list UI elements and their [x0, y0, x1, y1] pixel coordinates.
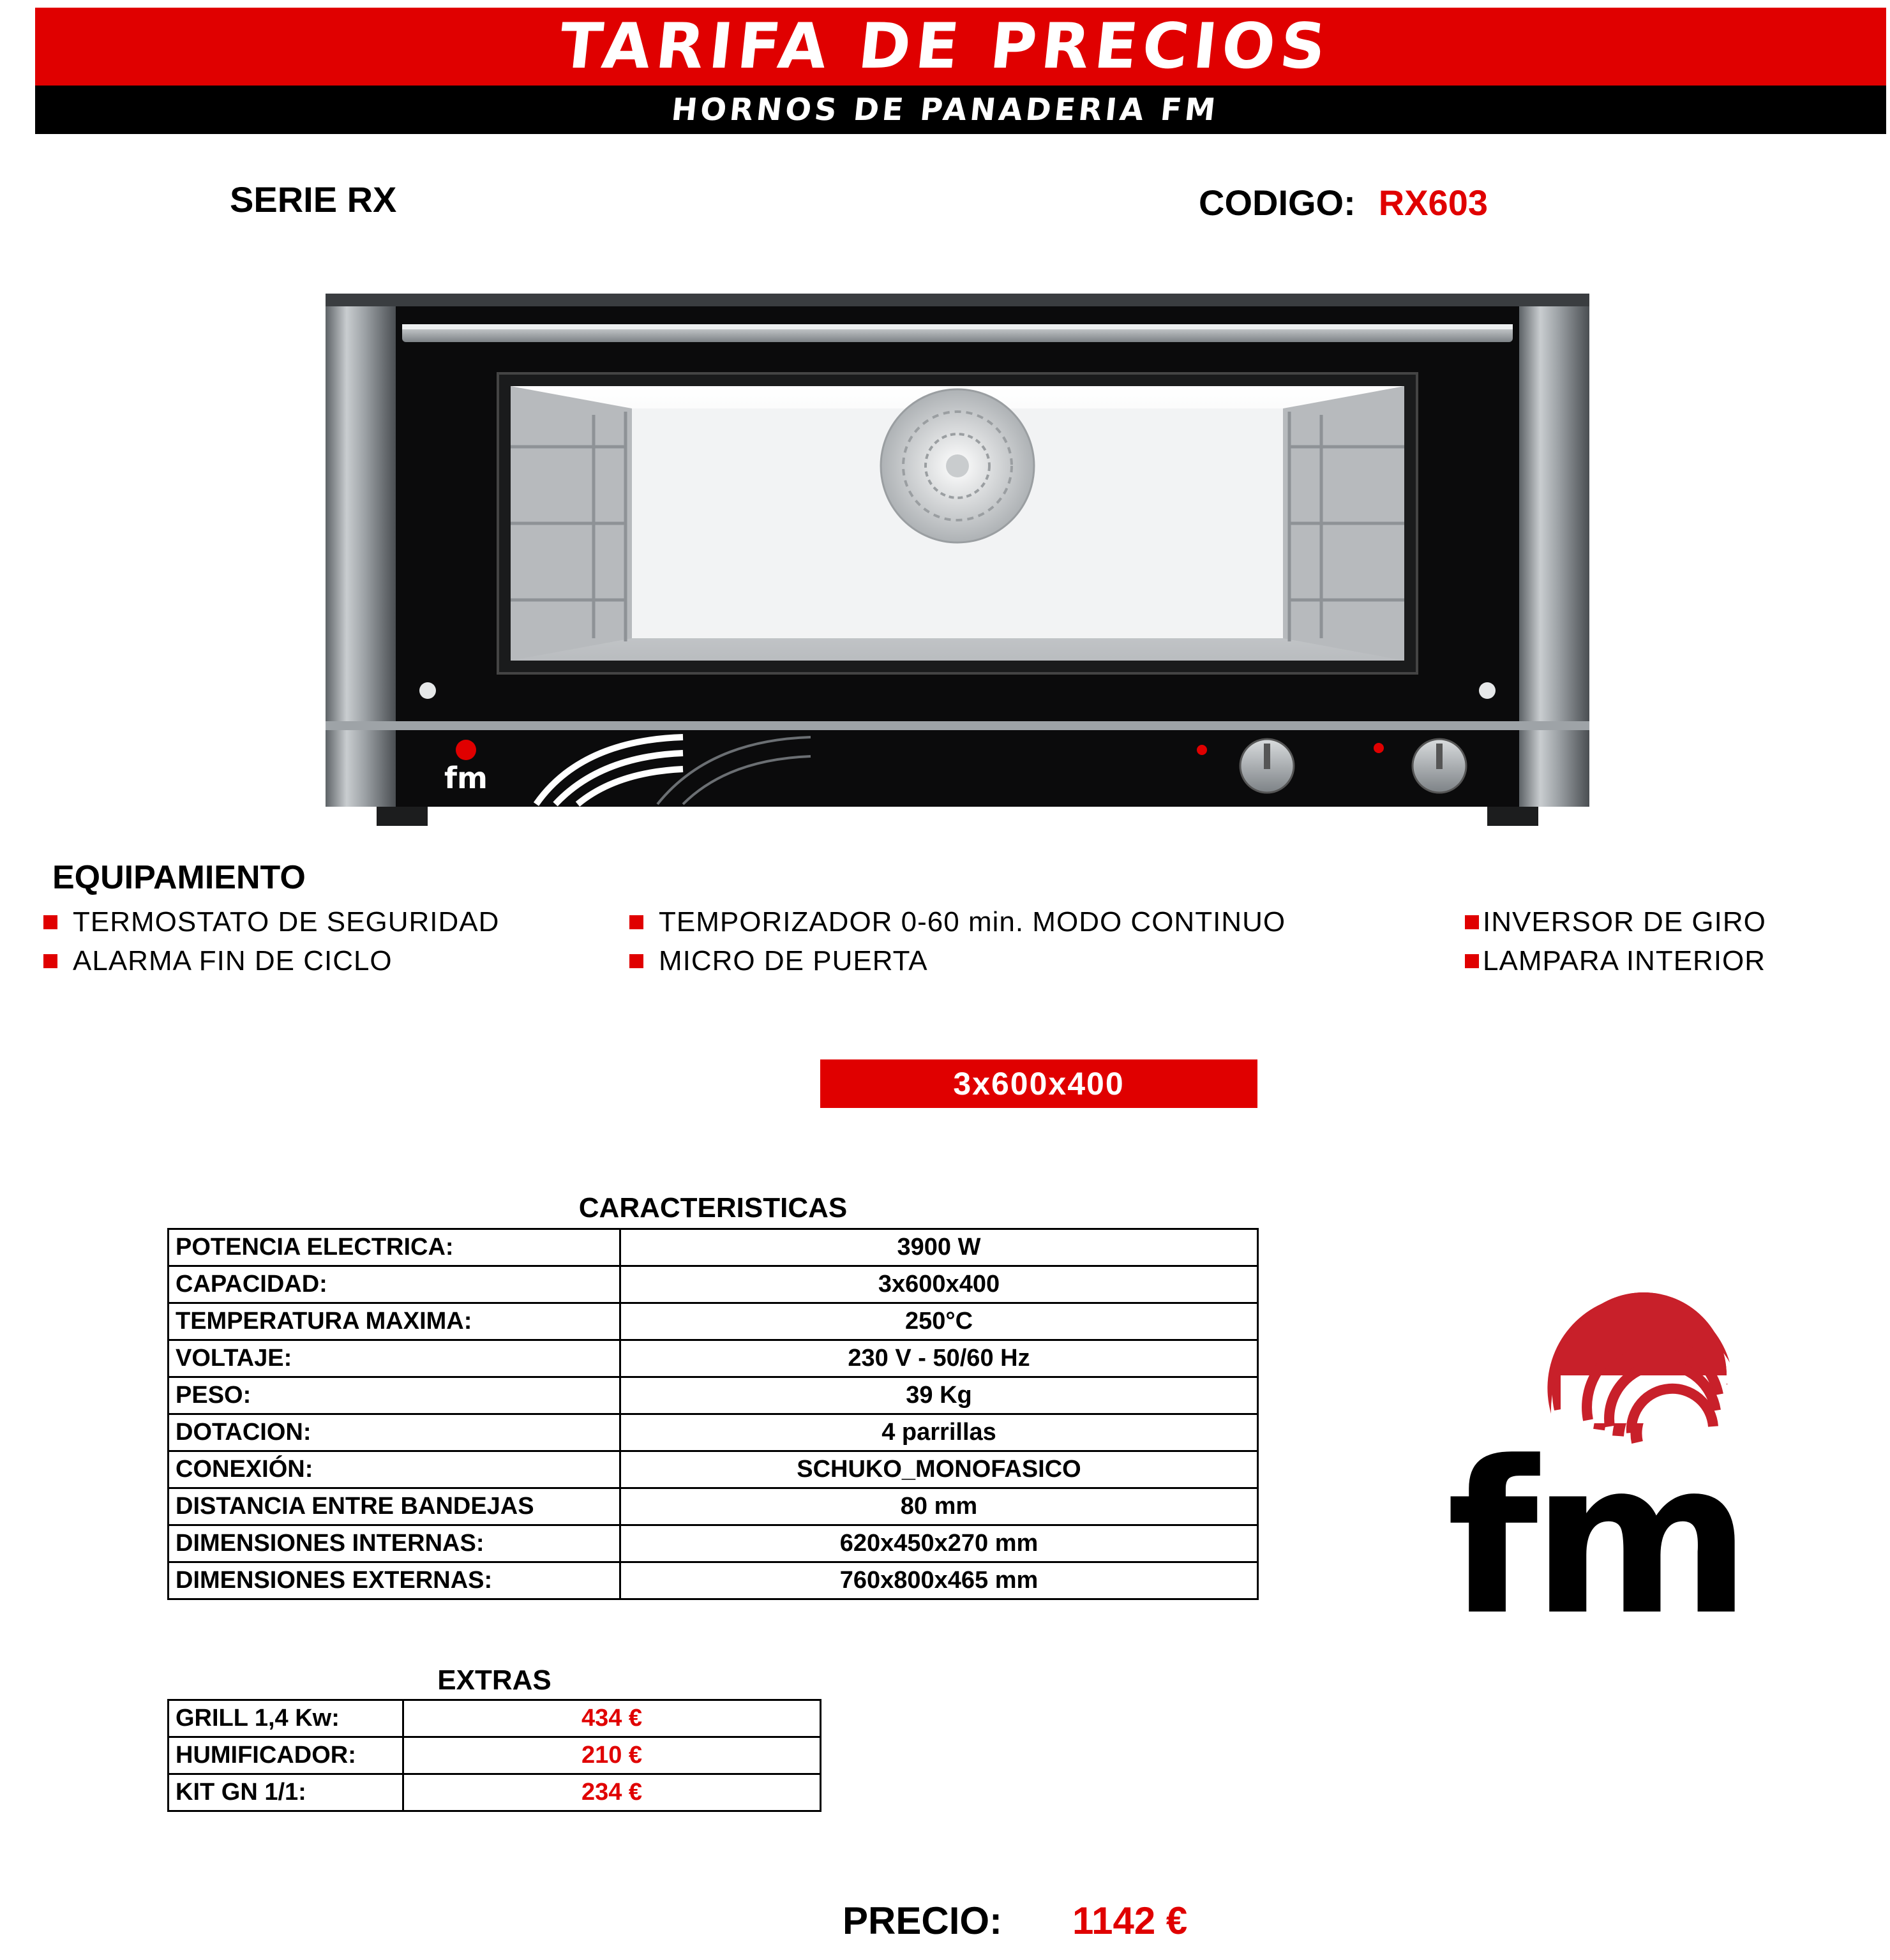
oven-image [326, 294, 1589, 836]
spec-value: 230 V - 50/60 Hz [620, 1340, 1258, 1377]
spec-label: DOTACION: [169, 1414, 620, 1451]
table-row [169, 1562, 1258, 1599]
equipment-title: EQUIPAMIENTO [52, 859, 306, 896]
table-row [169, 1229, 1258, 1266]
page-subtitle: HORNOS DE PANADERIA FM [670, 92, 1220, 128]
bullet-icon [629, 954, 643, 968]
spec-label: DIMENSIONES INTERNAS: [169, 1525, 620, 1562]
spec-value: 760x800x465 mm [620, 1562, 1258, 1599]
extra-label: HUMIFICADOR: [169, 1737, 403, 1774]
table-row [169, 1700, 821, 1737]
bullet-icon [43, 915, 57, 929]
spec-value: 80 mm [620, 1488, 1258, 1525]
equipment-item: TERMOSTATO DE SEGURIDAD [43, 906, 499, 938]
spec-label: VOLTAJE: [169, 1340, 620, 1377]
characteristics-title: CARACTERISTICAS [578, 1192, 848, 1223]
equipment-item: LAMPARA INTERIOR [1465, 945, 1766, 977]
equipment-item: ALARMA FIN DE CICLO [43, 945, 393, 977]
table-row [169, 1303, 1258, 1340]
bullet-icon [1465, 915, 1479, 929]
price-value: 1142 € [1072, 1899, 1188, 1942]
table-row [169, 1377, 1258, 1414]
extra-label: GRILL 1,4 Kw: [169, 1700, 403, 1737]
spec-value: 250°C [620, 1303, 1258, 1340]
spec-value: SCHUKO_MONOFASICO [620, 1451, 1258, 1488]
equipment-item: MICRO DE PUERTA [629, 945, 928, 977]
product-code [1199, 182, 1488, 223]
bullet-icon [1465, 954, 1479, 968]
fm-logo [1423, 1292, 1768, 1618]
series-label: SERIE RX [230, 179, 397, 220]
spec-label: CAPACIDAD: [169, 1266, 620, 1303]
logo-text: fm [1446, 1416, 1745, 1618]
extra-price: 434 € [403, 1700, 821, 1737]
bullet-icon [629, 915, 643, 929]
spec-value: 3x600x400 [620, 1266, 1258, 1303]
code-label: CODIGO: [1199, 183, 1356, 223]
spec-label: PESO: [169, 1377, 620, 1414]
equipment-item: TEMPORIZADOR 0-60 min. MODO CONTINUO [629, 906, 1286, 938]
capacity-badge: 3x600x400 [820, 1059, 1257, 1108]
extra-label: KIT GN 1/1: [169, 1774, 403, 1811]
spec-value: 39 Kg [620, 1377, 1258, 1414]
spec-label: TEMPERATURA MAXIMA: [169, 1303, 620, 1340]
extra-price: 210 € [403, 1737, 821, 1774]
oven-brand-text: fm [444, 761, 488, 795]
table-row [169, 1774, 821, 1811]
bullet-icon [43, 954, 57, 968]
spec-label: DISTANCIA ENTRE BANDEJAS [169, 1488, 620, 1525]
table-row [169, 1451, 1258, 1488]
extras-title: EXTRAS [437, 1665, 551, 1696]
code-value: RX603 [1378, 183, 1488, 223]
equipment-item: INVERSOR DE GIRO [1465, 906, 1766, 938]
table-row [169, 1414, 1258, 1451]
spec-label: DIMENSIONES EXTERNAS: [169, 1562, 620, 1599]
table-row [169, 1488, 1258, 1525]
table-row [169, 1340, 1258, 1377]
price-label: PRECIO: [843, 1899, 1003, 1942]
spec-value: 3900 W [620, 1229, 1258, 1266]
spec-label: POTENCIA ELECTRICA: [169, 1229, 620, 1266]
price [843, 1899, 1187, 1943]
characteristics-table [167, 1228, 1259, 1600]
spec-value: 620x450x270 mm [620, 1525, 1258, 1562]
table-row [169, 1737, 821, 1774]
page-title: TARIFA DE PRECIOS [555, 10, 1335, 83]
extra-price: 234 € [403, 1774, 821, 1811]
spec-label: CONEXIÓN: [169, 1451, 620, 1488]
spec-value: 4 parrillas [620, 1414, 1258, 1451]
table-row [169, 1525, 1258, 1562]
table-row [169, 1266, 1258, 1303]
extras-table [167, 1699, 821, 1812]
